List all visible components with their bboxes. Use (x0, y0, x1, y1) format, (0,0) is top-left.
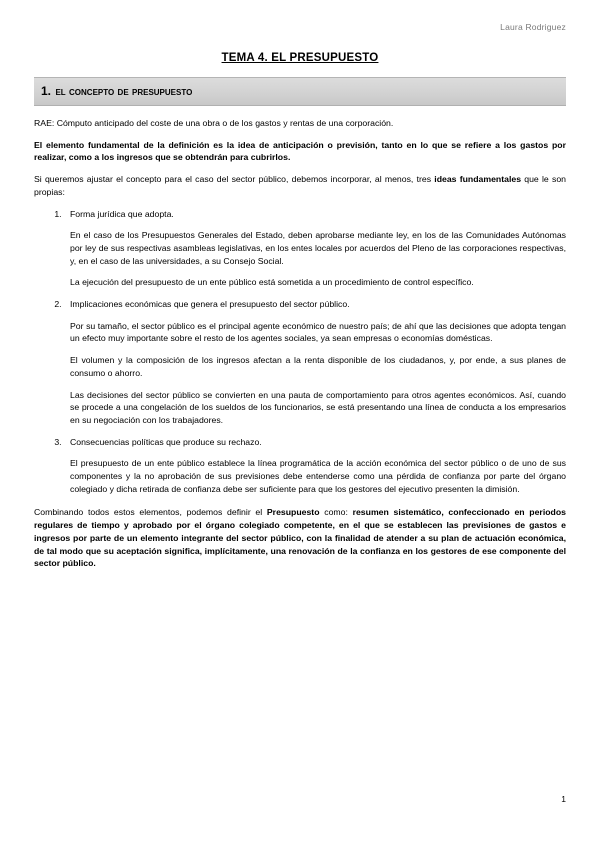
list-item (64, 208, 566, 290)
list-item-paragraph: Por su tamaño, el sector público es el principal agente económico de nuestro país; de ahí que las decisiones que adopta tengan un efecto muy importante sobre el resto de los agentes sociales, ya sean empresas o economías domésticas. (70, 320, 566, 344)
closing-text-part2: como: (319, 507, 353, 518)
list-item (64, 298, 566, 427)
paragraph-rae-definition: RAE: Cómputo anticipado del coste de una obra o de los gastos y rentas de una corporación. (34, 118, 394, 128)
section-number: 1. (41, 84, 52, 98)
fundamental-ideas-list (34, 208, 566, 496)
closing-text-part1: Combinando todos estos elementos, podemos definir el (34, 507, 267, 518)
paragraph-public-sector-intro (34, 173, 566, 198)
list-item-paragraph: Las decisiones del sector público se convierten en una pauta de comportamiento para otros agentes económicos. Así, cuando se procede a una congelación de los sueldos de los funcionarios, se está presentando una línea de conducta a los empresarios en su negociación con los trabajadores. (70, 389, 566, 425)
author-name: Laura Rodriguez (500, 22, 566, 32)
list-item-paragraph: La ejecución del presupuesto de un ente público está sometida a un procedimiento de control específico. (70, 277, 474, 288)
paragraph-key-element: El elemento fundamental de la definición es la idea de anticipación o previsión, tanto en lo que se refiere a los gastos por realizar, como a los ingresos que se obtendrán para cubrirlos. (34, 139, 566, 163)
section-title: el concepto de presupuesto (55, 84, 193, 98)
list-item-paragraph: El volumen y la composición de los ingresos afectan a la renta disponible de los ciudadanos, y, por ende, a sus planes de consumo o ahorro. (70, 355, 566, 378)
section-heading-bar (34, 77, 566, 106)
closing-definition (34, 506, 566, 570)
list-item-paragraph: En el caso de los Presupuestos Generales del Estado, deben aprobarse mediante ley, en los de las Comunidades Autónomas por ley de sus respectivas asambleas legislativas, en los entes locales por acuerdos del Pleno de las corporaciones respectivas, y, en el caso de las universidades, a su Consejo Social. (70, 230, 566, 266)
list-item-heading: 2. Implicaciones económicas que genera el presupuesto del sector público. (70, 299, 350, 310)
page-title: TEMA 4. EL PRESUPUESTO (221, 52, 379, 64)
closing-term: Presupuesto (266, 507, 320, 518)
intro-text-part2: que le son propias: (34, 174, 566, 197)
closing-paragraph (34, 506, 566, 570)
intro-text-emphasis: ideas fundamentales (434, 174, 522, 185)
intro-text-part1: Si queremos ajustar el concepto para el caso del sector público, debemos incorporar, al menos, tres (34, 174, 435, 185)
list-item (64, 436, 566, 496)
list-item-paragraph: El presupuesto de un ente público establece la línea programática de la acción económica del sector público o de uno de sus componentes y la no aprobación de sus previsiones debe entenderse como una pérdida de confianza por parte del órgano colegiado y dicha retirada de confianza debe ser suficiente para que los gestores del ejecutivo presenten la dimisión. (70, 458, 566, 494)
closing-definition-text: resumen sistemático, confeccionado en periodos regulares de tiempo y aprobado por el órgano colegiado competente, en el que se establecen las previsiones de gastos e ingresos por parte de un elemento integrante del sector público, con la finalidad de atender a su plan de actuación económica, de tal modo que su aceptación significa, implícitamente, una renovación de la confianza en los gestores de ese componente del sector público. (34, 507, 566, 569)
list-item-heading: 1. Forma jurídica que adopta. (70, 208, 174, 219)
list-item-heading: 3. Consecuencias políticas que produce su rechazo. (70, 436, 262, 447)
page-number: 1 (561, 794, 566, 804)
